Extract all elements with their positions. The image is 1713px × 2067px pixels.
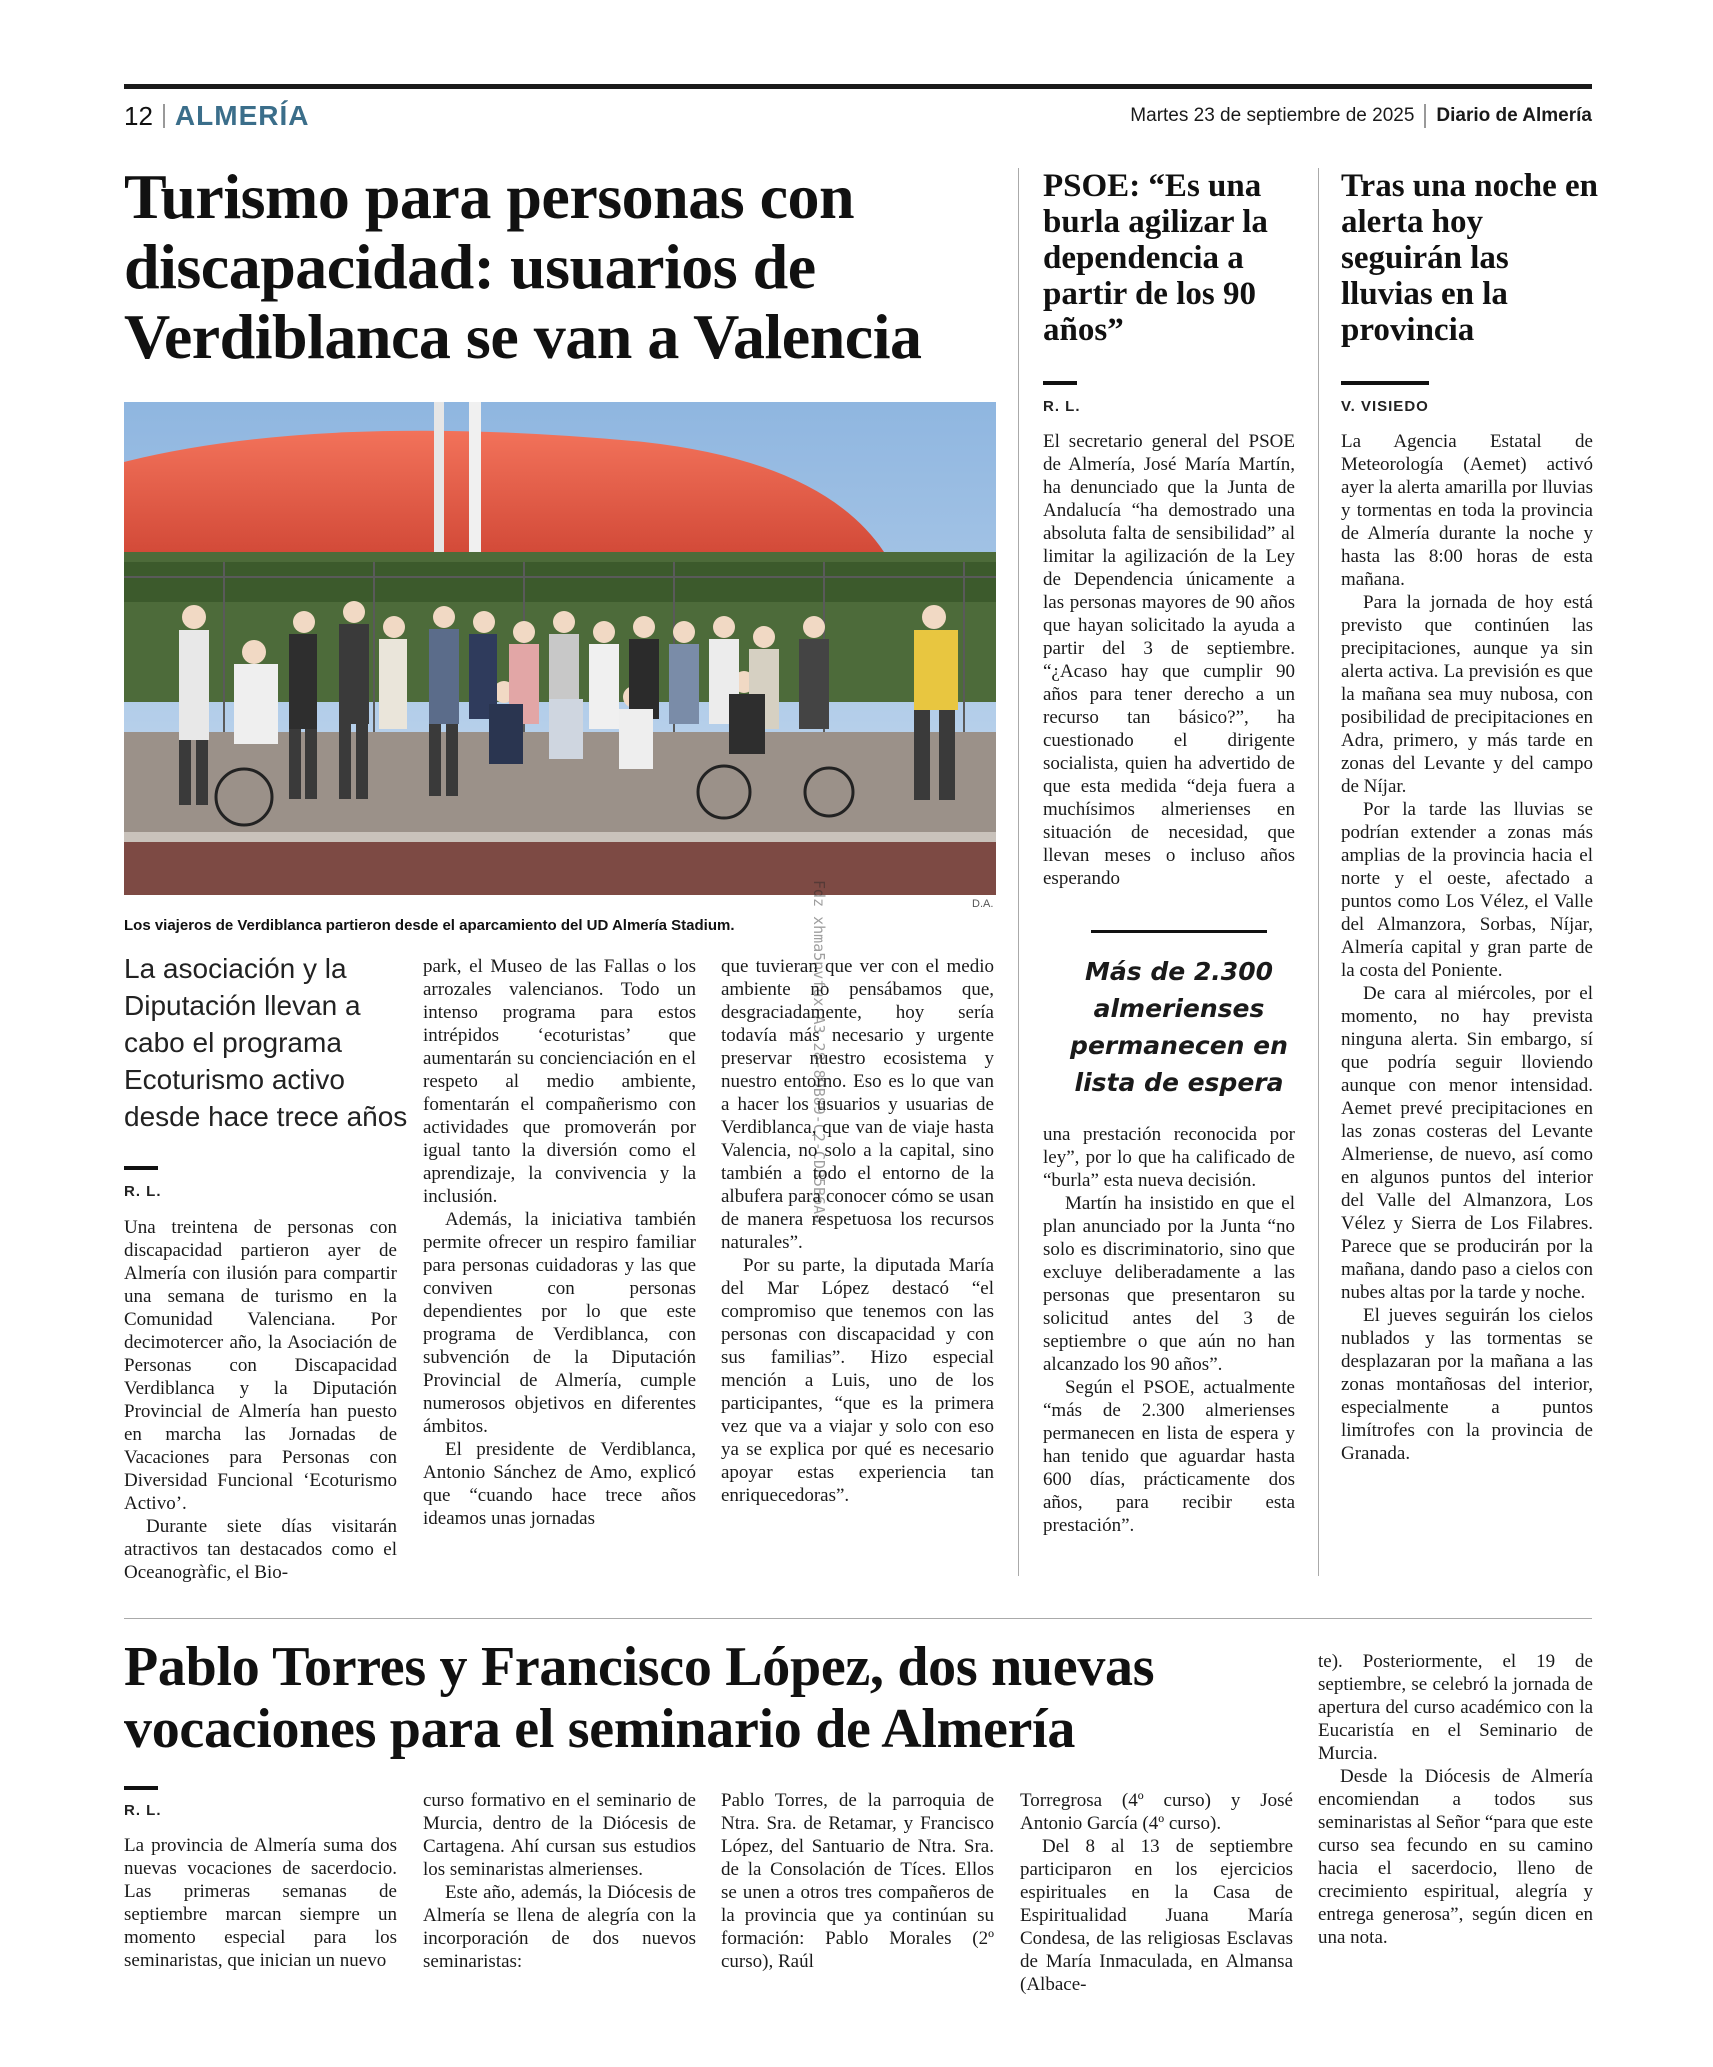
paragraph: curso formativo en el seminario de Murcia, dentro de la Diócesis de Cartagena. Ahí cursan sus estudios los seminaristas almerienses. xyxy=(423,1790,696,1880)
main-article-col-1 xyxy=(124,1216,397,1584)
byline-rule xyxy=(1043,381,1077,385)
seminary-col-4 xyxy=(1020,1789,1293,1996)
paragraph: Este año, además, la Diócesis de Almería se llena de alegría con la incorporación de dos nuevos seminaristas: xyxy=(423,1882,696,1972)
header-rule xyxy=(124,84,1592,89)
byline-rule xyxy=(1341,381,1429,385)
seminary-col-1 xyxy=(124,1834,397,1972)
paragraph: Para la jornada de hoy está previsto que continúen las precipitaciones, aunque ya sin alerta activa. La previsión es que la mañana sea muy nubosa, con posibilidad de precipitaciones en Adra, primero, y más tarde en zonas del Levante y del campo de Níjar. xyxy=(1341,592,1593,797)
weather-headline: Tras una noche en alerta hoy seguirán las lluvias en la provincia xyxy=(1341,168,1599,348)
psoe-body-bottom xyxy=(1043,1123,1295,1537)
paragraph: te). Posteriormente, el 19 de septiembre, se celebró la jornada de apertura del curso académico con la Eucaristía en el Seminario de Murcia. xyxy=(1318,1651,1593,1764)
main-article-col-2 xyxy=(423,955,696,1530)
pull-quote: Más de 2.300 almerienses permanecen en lista de espera xyxy=(1070,957,1288,1097)
watermark-text: Fdz xhma5nvfux-A3-28-89B89-C2-CDB5B6A8 xyxy=(810,880,828,1224)
paragraph: Una treintena de personas con discapacidad partieron ayer de Almería con ilusión para compartir una semana de turismo en la Comunidad Valenciana. Por decimotercer año, la Asociación de Personas con Discapacidad Verdiblanca y la Diputación Provincial de Almería han puesto en marcha las Jornadas de Vacaciones para Personas con Diversidad Funcional ‘Ecoturismo Activo’. xyxy=(124,1217,397,1514)
section-divider xyxy=(124,1618,1592,1619)
page-number: 12 xyxy=(124,100,153,131)
paragraph: Pablo Torres, de la parroquia de Ntra. Sra. de Retamar, y Francisco López, del Santuario de Ntra. Sra. de la Consolación de Tíces. Ellos se unen a otros tres compañeros de la provincia que ya continúan su formación: Pablo Morales (2º curso), Raúl xyxy=(721,1790,994,1972)
section-name: ALMERÍA xyxy=(174,100,310,131)
weather-body xyxy=(1341,430,1593,1465)
paragraph: que tuvieran que ver con el medio ambiente no pensábamos que, desgraciadamente, hoy sería todavía más necesario y urgente preservar nuestro ecosistema y nuestro entorno. Eso es lo que van a hacer los usuarios y usuarias de Verdiblanca, que van de viaje hasta Valencia, no solo a la capital, sino también a todo el entorno de la albufera para conocer cómo se usan de manera respetuosa los recursos naturales”. xyxy=(721,956,994,1253)
seminary-headline: Pablo Torres y Francisco López, dos nuevas vocaciones para el seminario de Almería xyxy=(124,1636,1155,1760)
issue-date: Martes 23 de septiembre de 2025 xyxy=(1130,105,1415,126)
main-article-col-3 xyxy=(721,955,994,1507)
main-headline: Turismo para personas con discapacidad: usuarios de Verdiblanca se van a Valencia xyxy=(124,161,922,372)
pull-quote-rule xyxy=(1091,930,1267,933)
main-byline: R. L. xyxy=(124,1183,162,1200)
paragraph: Del 8 al 13 de septiembre participaron en los ejercicios espirituales en la Casa de Espiritualidad Juana María Condesa, de las religiosas Esclavas de María Inmaculada, en Almansa (Albace- xyxy=(1020,1836,1293,1995)
paragraph: Además, la iniciativa también permite ofrecer un respiro familiar para personas cuidadoras y las que conviven con personas dependientes por lo que este programa de Verdiblanca, con subvención de la Diputación Provincial de Almería, cumple numerosos objetivos en diferentes ámbitos. xyxy=(423,1209,696,1437)
paragraph: La provincia de Almería suma dos nuevas vocaciones de sacerdocio. Las primeras semanas de septiembre marcan siempre un momento especial para los seminaristas, que inician un nuevo xyxy=(124,1835,397,1971)
psoe-byline: R. L. xyxy=(1043,398,1081,415)
paragraph: Según el PSOE, actualmente “más de 2.300 almerienses permanecen en lista de espera y han tenido que aguardar hasta 600 días, prácticamente dos años, para recibir esta prestación”. xyxy=(1043,1377,1295,1536)
publication-name: Diario de Almería xyxy=(1436,105,1592,126)
paragraph: Por su parte, la diputada María del Mar López destacó “el compromiso que tenemos con las personas con discapacidad y con sus familias”. Hizo especial mención a Luis, uno de los participantes, “que es la primera vez que va a viajar y solo con eso ya se explica por qué es necesario apoyar estas experiencia tan enriquecedoras”. xyxy=(721,1255,994,1506)
paragraph: La Agencia Estatal de Meteorología (Aemet) activó ayer la alerta amarilla por lluvias y tormentas en toda la provincia de Almería durante la noche y hasta las 8:00 horas de esta mañana. xyxy=(1341,431,1593,590)
paragraph: El jueves seguirán los cielos nublados y las tormentas se desplazaran por la mañana a las zonas montañosas del interior, especialmente a puntos limítrofes con la provincia de Granada. xyxy=(1341,1305,1593,1464)
photo-illustration xyxy=(124,402,996,895)
header-divider xyxy=(1424,104,1426,128)
column-divider xyxy=(1018,168,1019,1576)
photo-caption: Los viajeros de Verdiblanca partieron desde el aparcamiento del UD Almería Stadium. xyxy=(124,917,735,934)
psoe-body-top xyxy=(1043,430,1295,890)
paragraph: Por la tarde las lluvias se podrían extender a zonas más amplias de la provincia hacia el norte y el oeste, afectado a puntos como Los Vélez, el Valle del Almanzora, Sorbas, Níjar, Almería capital y gran parte de la costa del Poniente. xyxy=(1341,799,1593,981)
seminary-col-2 xyxy=(423,1789,696,1973)
paragraph: Martín ha insistido en que el plan anunciado por la Junta “no solo es discriminatorio, sino que excluye deliberadamente a las personas que presentaron su solicitud antes del 3 de septiembre o que aún no han alcanzado los 90 años”. xyxy=(1043,1193,1295,1375)
paragraph: El presidente de Verdiblanca, Antonio Sánchez de Amo, explicó que “cuando hace trece años ideamos unas jornadas xyxy=(423,1439,696,1529)
paragraph: Desde la Diócesis de Almería encomiendan a todos sus seminaristas al Señor “para que este curso sea fecundo en su camino hacia el sacerdocio, lleno de crecimiento espiritual, alegría y entrega generosa”, según dicen en una nota. xyxy=(1318,1766,1593,1948)
group-photo xyxy=(124,402,996,895)
paragraph: Torregrosa (4º curso) y José Antonio García (4º curso). xyxy=(1020,1790,1293,1834)
article-subhead: La asociación y la Diputación llevan a cabo el programa Ecoturismo activo desde hace trece años xyxy=(124,953,408,1132)
column-divider xyxy=(1318,168,1319,1576)
page-header-right xyxy=(1130,98,1592,134)
paragraph: De cara al miércoles, por el momento, no hay prevista ninguna alerta. Sin embargo, sí que podría seguir lloviendo aunque con menor intensidad. Aemet prevé precipitaciones en las zonas costeras del Levante Almeriense, de nuevo, así como en algunos puntos del interior del Valle del Almanzora, Los Vélez y Sierra de Los Filabres. Parece que se producirán por la mañana, dando paso a cielos con nubes altas por la tarde y noche. xyxy=(1341,983,1593,1303)
paragraph: una prestación reconocida por ley”, por lo que ha calificado de “burla” esta nueva decisión. xyxy=(1043,1124,1295,1191)
seminary-byline: R. L. xyxy=(124,1802,162,1819)
seminary-col-3 xyxy=(721,1789,994,1973)
psoe-headline: PSOE: “Es una burla agilizar la dependencia a partir de los 90 años” xyxy=(1043,168,1268,348)
weather-byline: V. VISIEDO xyxy=(1341,398,1429,415)
paragraph: El secretario general del PSOE de Almería, José María Martín, ha denunciado que la Junta de Andalucía “ha demostrado una absoluta falta de sensibilidad” al limitar la agilización de la Ley de Dependencia únicamente a las personas mayores de 90 años que hayan solicitado la ayuda a partir del 3 de septiembre. “¿Acaso hay que cumplir 90 años para tener derecho a un recurso tan básico?”, ha cuestionado el dirigente socialista, quien ha advertido de que esta medida “deja fuera a muchísimos almerienses en situación de necesidad, que llevan meses o incluso años esperando xyxy=(1043,431,1295,889)
header-divider xyxy=(163,104,165,128)
byline-rule xyxy=(124,1786,158,1790)
byline-rule xyxy=(124,1166,158,1170)
paragraph: Durante siete días visitarán atractivos tan destacados como el Oceanogràfic, el Bio- xyxy=(124,1516,397,1583)
seminary-col-5 xyxy=(1318,1650,1593,1949)
photo-credit: D.A. xyxy=(972,898,994,910)
paragraph: park, el Museo de las Fallas o los arrozales valencianos. Todo un intenso programa para estos intrépidos ‘ecoturistas’ que aumentarán su concienciación en el respeto al medio ambiente, fomentarán el compañerismo con actividades que promoverán por igual tanto la diversión como el aprendizaje, la convivencia y la inclusión. xyxy=(423,956,696,1207)
page-header-left xyxy=(124,98,309,134)
